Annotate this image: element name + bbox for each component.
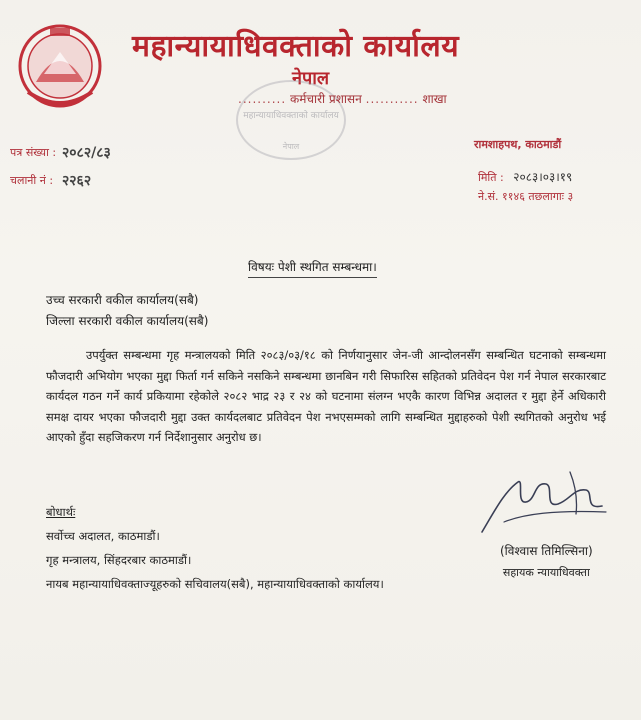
cc-item: गृह मन्त्रालय, सिंहदरबार काठमाडौं। — [46, 553, 192, 567]
chalani-row — [10, 166, 111, 194]
office-address: रामशाहपथ, काठमाडौं — [474, 138, 562, 151]
stamp-subtext: नेपाल — [282, 142, 300, 151]
handwritten-signature-icon — [474, 452, 614, 542]
office-title: महान्यायाधिवक्ताको कार्यालय — [132, 29, 460, 64]
date-block — [478, 168, 573, 204]
subject-line: विषयः पेशी स्थगित सम्बन्धमा। — [248, 258, 377, 278]
cc-block — [46, 500, 384, 596]
nepal-emblem-icon — [14, 22, 106, 110]
branch-name: कर्मचारी प्रशासन — [289, 92, 362, 106]
branch-trailer: ........... — [365, 92, 419, 106]
cc-item: सर्वोच्च अदालत, काठमाडौं। — [46, 529, 160, 543]
signer-name: (विश्वास तिमिल्सिना) — [500, 544, 593, 558]
nepal-sambat-line: ने.सं. ११४६ तछलागाः ३ — [478, 190, 574, 203]
letter-body: उपर्युक्त सम्बन्धमा गृह मन्त्रालयको मिति २०८३/०३/१८ को निर्णयानुसार जेन-जी आन्दोलनसँग सम्बन्धित घटनाको सम्बन्धमा फौजदारी अभियोग भएका मुद्दा फिर्ता गर्न सकिने नसकिने सम्बन्धमा छानबिन गरी सिफारिस सहितको प्रतिवेदन पेश गर्न नेपाल सरकारबाट कार्यदल गठन गर्ने कार्य प्रकियामा रहेकोले २०८२ भाद्र २३ र २४ को घटनामा संलग्न भएकै कारण विभिन्न अदालत र मुद्दा हेर्ने अधिकारी समक्ष दायर भएका फौजदारी मुद्दा उक्त कार्यदलबाट प्रतिवेदन पेश नभएसम्मको लागि सम्बन्धित मुद्दाहरुको पेशी स्थगितको अनुरोध भई आएको हुँदा सहजिकरण गर्न निर्देशानुसार अनुरोध छ। — [46, 348, 606, 444]
stamp-text: महान्यायाधिवक्ताको कार्यालय — [243, 111, 339, 121]
chalani-label: चलानी नं : — [10, 173, 54, 187]
recipient-list — [46, 290, 208, 332]
cc-item: नायब महान्यायाधिवक्ताज्यूहरुको सचिवालय(सबै), महान्यायाधिवक्ताको कार्यालय। — [46, 577, 384, 591]
chalani-value: २२६२ — [62, 172, 92, 189]
signer-role: सहायक न्यायाधिवक्ता — [502, 566, 590, 579]
country-name: नेपाल — [292, 68, 330, 89]
date-row — [478, 168, 573, 185]
cc-heading: बोधार्थः — [46, 505, 76, 519]
branch-suffix: शाखा — [422, 92, 447, 106]
patra-value: २०८२/८३ — [62, 144, 111, 161]
patra-row — [10, 138, 111, 166]
patra-label: पत्र संख्या : — [10, 145, 57, 159]
recipient-item: उच्च सरकारी वकील कार्यालय(सबै) — [46, 293, 199, 307]
signer-block — [500, 540, 593, 584]
date-label: मिति : — [478, 171, 504, 184]
branch-leader: .......... — [238, 92, 287, 106]
reference-block — [10, 138, 111, 194]
branch-line — [238, 90, 447, 107]
date-value: २०८३।०३।१९ — [513, 170, 573, 184]
recipient-item: जिल्ला सरकारी वकील कार्यालय(सबै) — [46, 314, 209, 328]
